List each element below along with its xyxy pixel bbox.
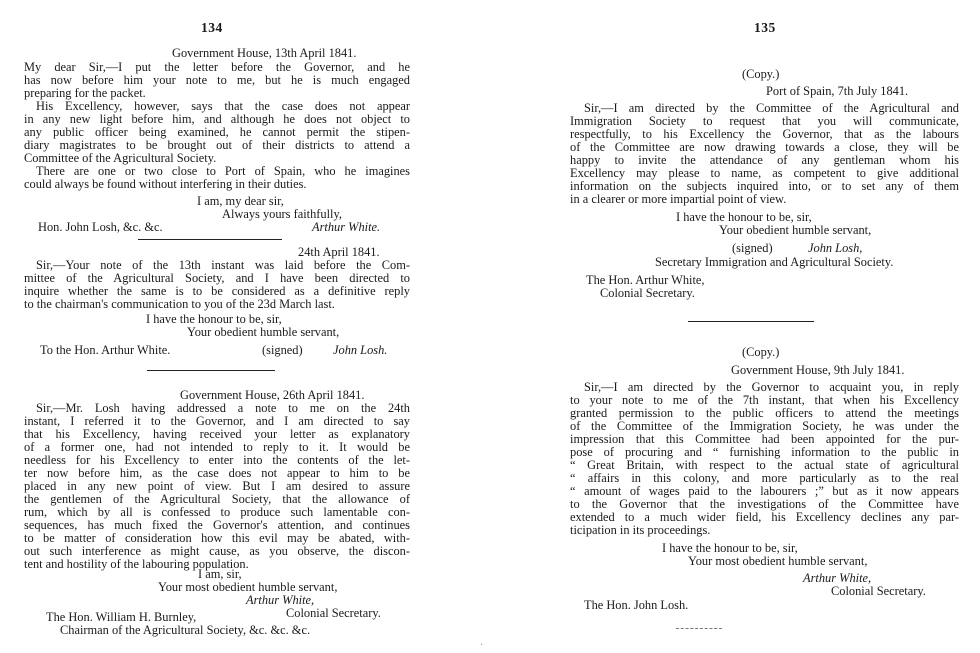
body-line: Sir,—Mr. Losh having addressed a note to me on the 24th [36, 401, 410, 415]
body-line: needless for his Excellency to enter into the contents of the let- [24, 453, 410, 467]
signatory-title: Secretary Immigration and Agricultural Society. [655, 255, 894, 269]
body-line: respectfully, to his Excellency the Governor, that as the labours [570, 127, 959, 141]
body-line: There are one or two close to Port of Spain, who he imagines [36, 164, 410, 178]
body-line: Committee of the Agricultural Society. [24, 151, 217, 165]
body-line: “ Great Britain, with respect to the actual state of agricultural [570, 458, 959, 472]
closing: I have the honour to be, sir, [662, 541, 798, 555]
body-line: to the Governor that the investigations of the Committee have [570, 497, 959, 511]
section-divider [138, 239, 282, 240]
addressee: The Hon. John Losh. [584, 598, 689, 612]
body-line: happy to invite the attendance of any gentleman whom his [570, 153, 959, 167]
body-line: that his Excellency, having received your letter as explanatory [24, 427, 410, 441]
page-number: 134 [201, 20, 223, 35]
closing: Always yours faithfully, [222, 207, 342, 221]
body-line: rum, which by all is confessed to produce such lamentable con- [24, 505, 410, 519]
signatory-title: Colonial Secretary. [286, 606, 381, 620]
body-line: the gentlemen of the Agricultural Society, that the allowance of [24, 492, 410, 506]
body-line: granted permission to the public officers to attend the meetings [570, 406, 959, 420]
signature: John Losh. [333, 343, 388, 357]
body-line: ter now before him, as the case does not appear to him to be [24, 466, 410, 480]
addressee: Chairman of the Agricultural Society, &c. &c. &c. [60, 623, 311, 637]
body-line: any public officer being examined, he cannot permit the stipen- [24, 125, 410, 139]
closing: Your most obedient humble servant, [158, 580, 338, 594]
body-line: His Excellency, however, says that the case does not appear [36, 99, 410, 113]
body-line: diary magistrates to be brought out of their districts to attend a [24, 138, 410, 152]
body-line: Excellency may please to name, as competent to give additional [570, 166, 959, 180]
closing: I have the honour to be, sir, [676, 210, 812, 224]
body-line: instant, I referred it to the Governor, and I am directed to say [24, 414, 410, 428]
dateline: Government House, 9th July 1841. [731, 363, 905, 377]
signed-label: (signed) [732, 241, 773, 255]
addressee: Colonial Secretary. [600, 286, 695, 300]
signature: Arthur White, [803, 571, 872, 585]
right-page [490, 0, 980, 653]
body-line: My dear Sir,—I put the letter before the Governor, and he [24, 60, 410, 74]
closing: Your obedient humble servant, [719, 223, 872, 237]
body-line: placed in any new point of view. But I am desired to assure [24, 479, 410, 493]
closing: I am, sir, [198, 567, 242, 581]
body-line: of the Committee of the Immigration Society, he was under the [570, 419, 959, 433]
section-divider [688, 321, 814, 322]
body-line: out such interference as might cause, as you observe, the discon- [24, 544, 410, 558]
body-line: to your note to me of the 7th instant, that when his Excellency [570, 393, 959, 407]
signature: Arthur White. [312, 220, 381, 234]
body-line: to be matter of consideration how this evil may be abated, with- [24, 531, 410, 545]
dateline: Government House, 26th April 1841. [180, 388, 365, 402]
body-line: “ amount of wages paid to the labourers ;” but as it now appears [570, 484, 959, 498]
signature: John Losh, [808, 241, 863, 255]
body-line: Sir,—I am directed by the Committee of the Agricultural and [584, 101, 959, 115]
body-line: tent and hostility of the labouring population. [24, 557, 249, 571]
gutter-mark: · [480, 640, 484, 651]
signature: Arthur White, [246, 593, 315, 607]
body-line: Sir,—Your note of the 13th instant was laid before the Com- [36, 258, 410, 272]
dateline: Government House, 13th April 1841. [172, 46, 357, 60]
addressee: The Hon. William H. Burnley, [46, 610, 197, 624]
body-line: information on the subjects inquired into, or to set any of them [570, 179, 959, 193]
copy-label: (Copy.) [742, 67, 780, 81]
body-line: “ affairs in this colony, and more particularly as to the real [570, 471, 959, 485]
body-line: of a former one, had not intended to reply to it. It would be [24, 440, 410, 454]
body-line: of the Committee are now drawing towards a close, they will be [570, 140, 959, 154]
body-line: mittee of the Agricultural Society, and I have been directed to [24, 271, 410, 285]
body-line: inquire whether the same is to be considered as a definitive reply [24, 284, 410, 298]
page-number: 135 [754, 20, 776, 35]
body-line: Sir,—I am directed by the Governor to acquaint you, in reply [584, 380, 959, 394]
body-line: pose of procuring and “ furnishing information to the public in [570, 445, 959, 459]
body-line: extended to a much wider field, his Excellency declines any par- [570, 510, 959, 524]
closing: I have the honour to be, sir, [146, 312, 282, 326]
body-line: Immigration Society to request that you will communicate, [570, 114, 959, 128]
body-line: could always be found without interfering in their duties. [24, 177, 307, 191]
dateline: 24th April 1841. [298, 245, 380, 259]
addressee: To the Hon. Arthur White. [40, 343, 171, 357]
closing: Your most obedient humble servant, [688, 554, 868, 568]
body-line: ticipation in its proceedings. [570, 523, 711, 537]
body-line: preparing for the packet. [24, 86, 146, 100]
body-line: in any new light before him, and although he does not object to [24, 112, 410, 126]
body-line: to the chairman's communication to you of the 23d March last. [24, 297, 335, 311]
dateline: Port of Spain, 7th July 1841. [766, 84, 909, 98]
addressee: The Hon. Arthur White, [586, 273, 705, 287]
body-line: sequences, has much fixed the Governor's attention, and continues [24, 518, 410, 532]
signatory-title: Colonial Secretary. [831, 584, 926, 598]
section-divider [147, 370, 275, 371]
copy-label: (Copy.) [742, 345, 780, 359]
body-line: has now before him your note to me, but he is much engaged [24, 73, 410, 87]
addressee: Hon. John Losh, &c. &c. [38, 220, 163, 234]
signed-label: (signed) [262, 343, 303, 357]
body-line: impression that this Committee had been appointed for the pur- [570, 432, 959, 446]
footer-mark [676, 628, 722, 629]
body-line: in a clearer or more impartial point of view. [570, 192, 787, 206]
closing: Your obedient humble servant, [187, 325, 340, 339]
closing: I am, my dear sir, [197, 194, 284, 208]
